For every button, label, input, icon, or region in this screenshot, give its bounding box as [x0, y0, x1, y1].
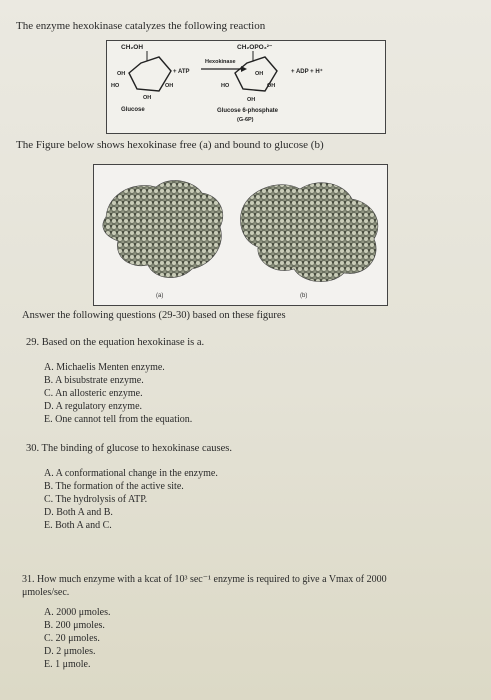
glucose-oh-1: OH — [117, 71, 126, 77]
question-30: 30. The binding of glucose to hexokinase causes. — [26, 443, 232, 454]
reaction-svg — [107, 41, 385, 133]
panel-a-label: (a) — [156, 293, 164, 299]
g6p-oh-2: OH — [267, 83, 276, 89]
q29-option-d: D. A regulatory enzyme. — [44, 401, 143, 412]
glucose-oh-3: OH — [143, 95, 152, 101]
question-31-line2: μmoles/sec. — [22, 587, 70, 598]
q29-option-e: E. One cannot tell from the equation. — [44, 414, 193, 425]
q29-option-a: A. Michaelis Menten enzyme. — [44, 362, 165, 373]
hexokinase-bound — [240, 183, 377, 282]
reactant-name: Glucose — [121, 107, 145, 113]
plus-atp: + ATP — [173, 69, 190, 75]
g6p-oh-1: OH — [255, 71, 264, 77]
glucose-oh-2: OH — [165, 83, 174, 89]
hexokinase-free — [103, 180, 223, 277]
q29-option-b: B. A bisubstrate enzyme. — [44, 375, 144, 386]
question-29: 29. Based on the equation hexokinase is a. — [26, 337, 205, 348]
q31-option-b: B. 200 μmoles. — [44, 620, 105, 631]
g6p-ho: HO — [221, 83, 230, 89]
protein-figure — [93, 164, 388, 306]
protein-svg — [94, 165, 387, 305]
q31-option-d: D. 2 μmoles. — [44, 646, 96, 657]
q30-option-d: D. Both A and B. — [44, 507, 113, 518]
plus-adp: + ADP + H⁺ — [291, 69, 323, 75]
figure-caption: The Figure below shows hexokinase free (a) and bound to glucose (b) — [16, 139, 324, 151]
question-31-line1: 31. How much enzyme with a kcat of 10³ sec⁻¹ enzyme is required to give a Vmax of 2000 — [22, 574, 387, 585]
product-abbrev: (G-6P) — [237, 117, 254, 123]
q31-option-c: C. 20 μmoles. — [44, 633, 100, 644]
reactant-group-label: CH₂OH — [121, 44, 144, 51]
q30-option-b: B. The formation of the active site. — [44, 481, 184, 492]
g6p-oh-3: OH — [247, 97, 256, 103]
intro-text: The enzyme hexokinase catalyzes the following reaction — [16, 20, 266, 32]
q30-option-c: C. The hydrolysis of ATP. — [44, 494, 148, 505]
glucose-ho: HO — [111, 83, 120, 89]
panel-b-label: (b) — [300, 293, 308, 299]
answer-instructions: Answer the following questions (29-30) based on these figures — [22, 310, 286, 321]
q31-option-a: A. 2000 μmoles. — [44, 607, 111, 618]
q31-option-e: E. 1 μmole. — [44, 659, 91, 670]
q29-option-c: C. An allosteric enzyme. — [44, 388, 143, 399]
product-group-label: CH₂OPO₃²⁻ — [237, 44, 273, 51]
enzyme-label: Hexokinase — [205, 59, 236, 65]
q30-option-a: A. A conformational change in the enzyme. — [44, 468, 218, 479]
reaction-diagram — [106, 40, 386, 134]
product-name: Glucose 6-phosphate — [217, 108, 279, 114]
q30-option-e: E. Both A and C. — [44, 520, 112, 531]
